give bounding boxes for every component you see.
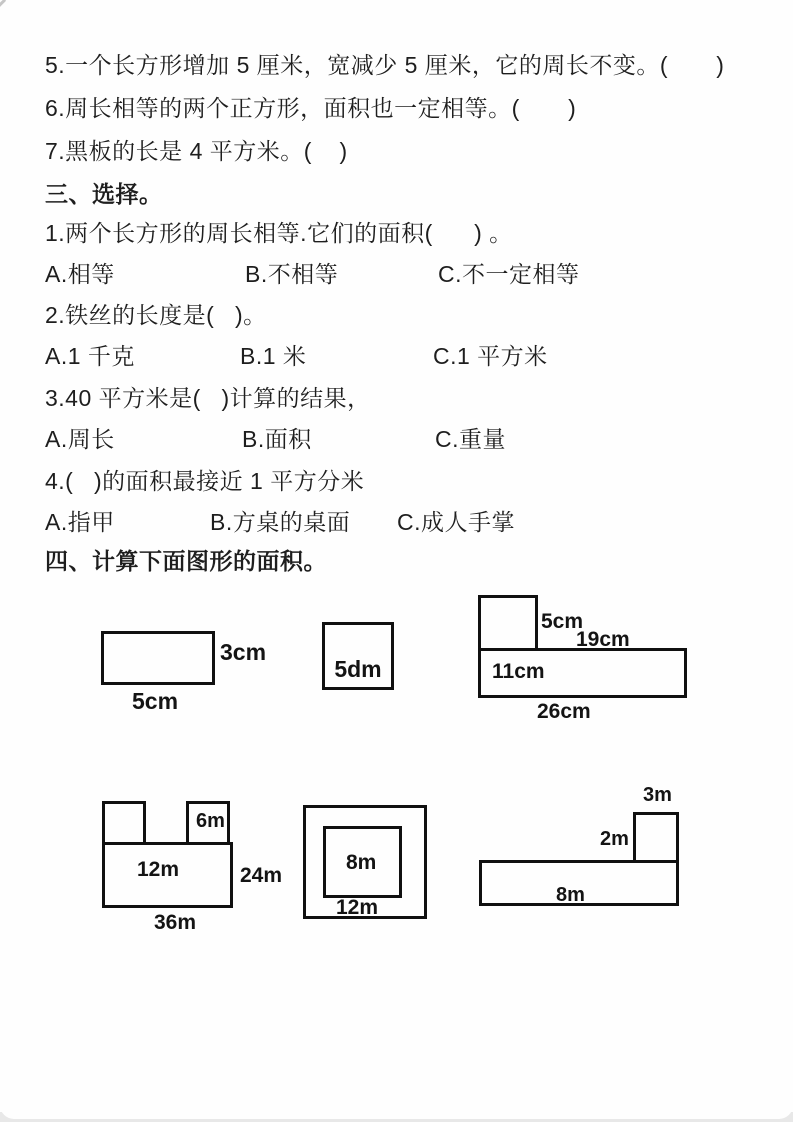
figure-nested-squares-inner-label: 8m (346, 851, 377, 874)
section-3-heading: 三、选择。 (45, 181, 163, 207)
figure-step-rect-square-width-label: 3m (643, 784, 672, 806)
figure-l-shape-square-height-label: 5cm (541, 610, 584, 633)
figure-nested-squares-inner-width-label: 12m (336, 896, 379, 919)
choice-q2-stem: 2.铁丝的长度是( )。 (45, 302, 267, 328)
figure-double-square-square-label: 6m (196, 810, 225, 832)
choice-q3-stem: 3.40 平方米是( )计算的结果， (45, 385, 371, 411)
figure-step-rect-width-label: 8m (556, 884, 585, 906)
choice-q2-option-c: C.1 平方米 (433, 343, 548, 369)
choice-q4-stem: 4.( )的面积最接近 1 平方分米 (45, 468, 365, 494)
figure-l-shape-height-label: 11cm (492, 660, 545, 683)
choice-q1-option-c: C.不一定相等 (438, 261, 580, 287)
figure-l-shape-top-square (478, 595, 538, 651)
choice-q1-option-a: A.相等 (45, 261, 115, 287)
choice-q3-option-a: A.周长 (45, 426, 115, 452)
true-false-question-6: 6.周长相等的两个正方形，面积也一定相等。( ) (45, 95, 577, 121)
figure-l-shape-top-width-label: 19cm (576, 628, 630, 651)
figure-l-shape-bottom-width-label: 26cm (537, 700, 591, 723)
true-false-question-5: 5.一个长方形增加 5 厘米，宽减少 5 厘米，它的周长不变。( ) (45, 52, 725, 78)
figure-step-rect-square-height-label: 2m (600, 828, 629, 850)
choice-q1-stem: 1.两个长方形的周长相等.它们的面积( ) 。 (45, 220, 513, 246)
figure-rect-5x3-width-label: 5cm (132, 688, 179, 714)
section-4-heading: 四、计算下面图形的面积。 (45, 548, 327, 574)
figure-rect-5x3-height-label: 3cm (220, 639, 267, 665)
true-false-question-7: 7.黑板的长是 4 平方米。( ) (45, 138, 348, 164)
page-bottom-rounded-edge (0, 1103, 793, 1119)
choice-q2-option-a: A.1 千克 (45, 343, 135, 369)
choice-q4-option-c: C.成人手掌 (397, 509, 515, 535)
figure-double-square-width-label: 12m (137, 858, 180, 881)
figure-double-square-left-square (102, 801, 146, 845)
figure-square-5dm-side-label: 5dm (334, 656, 382, 682)
figure-double-square-bottom-width-label: 36m (154, 911, 197, 934)
page-corner-artifact (0, 0, 15, 21)
figure-rect-5x3 (101, 631, 215, 685)
choice-q4-option-b: B.方桌的桌面 (210, 509, 351, 535)
choice-q2-option-b: B.1 米 (240, 343, 307, 369)
figure-double-square-height-label: 24m (240, 864, 283, 887)
figure-step-rect-square (633, 812, 679, 863)
choice-q3-option-c: C.重量 (435, 426, 506, 452)
choice-q3-option-b: B.面积 (242, 426, 312, 452)
choice-q1-option-b: B.不相等 (245, 261, 339, 287)
choice-q4-option-a: A.指甲 (45, 509, 115, 535)
